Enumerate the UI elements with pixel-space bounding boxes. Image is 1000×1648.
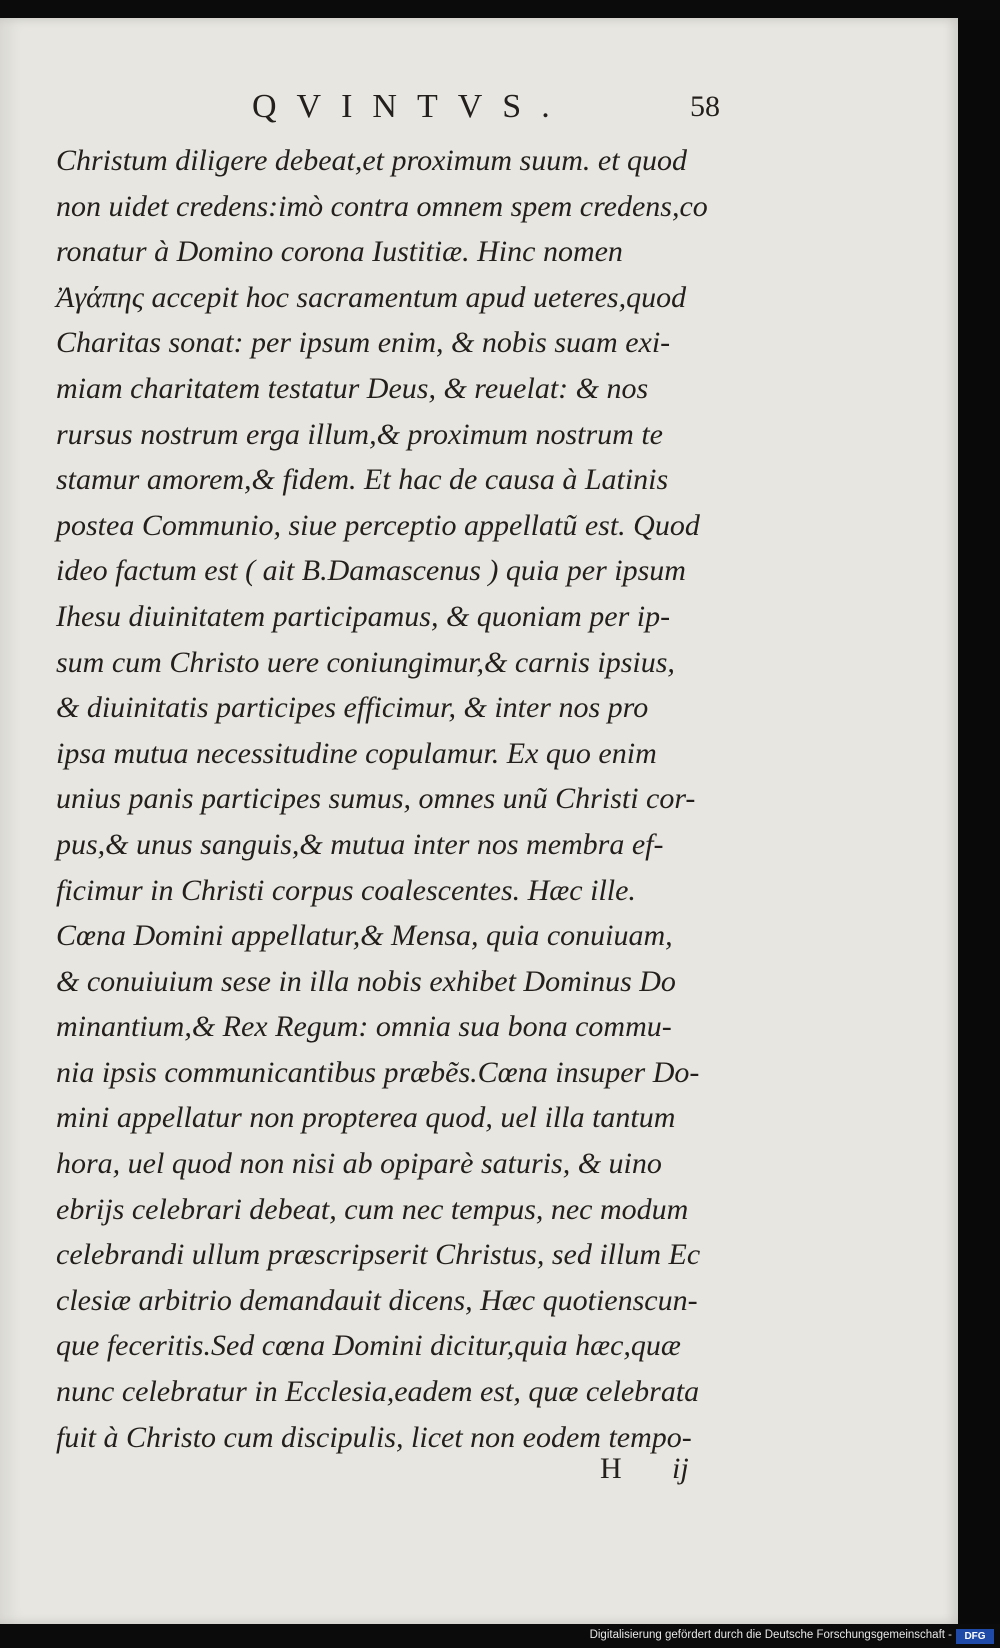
- footer-bar: [0, 1626, 1000, 1648]
- text-line: que feceritis.Sed cœna Domini dicitur,quia hæc,quæ: [56, 1329, 681, 1363]
- text-line: mini appellatur non propterea quod, uel illa tantum: [56, 1101, 676, 1135]
- text-line: sum cum Christo uere coniungimur,& carnis ipsius,: [56, 645, 675, 679]
- text-line: Cœna Domini appellatur,& Mensa, quia conuiuam,: [56, 919, 673, 953]
- text-line: Ihesu diuinitatem participamus, & quoniam per ip-: [56, 599, 671, 633]
- book-page: [0, 18, 958, 1624]
- text-line: clesiæ arbitrio demandauit dicens, Hæc quotienscun-: [56, 1283, 698, 1317]
- text-line: & conuiuium sese in illa nobis exhibet Dominus Do: [56, 964, 676, 998]
- text-line: Ἀγάπης accepit hoc sacramentum apud ueteres,quod: [56, 280, 687, 314]
- text-line: miam charitatem testatur Deus, & reuelat: & nos: [56, 371, 649, 405]
- text-line: celebrandi ullum præscripserit Christus, sed illum Ec: [56, 1238, 701, 1272]
- text-line: nunc celebratur in Ecclesia,eadem est, quæ celebrata: [56, 1375, 700, 1409]
- text-line: Charitas sonat: per ipsum enim, & nobis suam exi-: [56, 326, 671, 360]
- text-line: rursus nostrum erga illum,& proximum nostrum te: [56, 417, 663, 451]
- text-line: minantium,& Rex Regum: omnia sua bona commu-: [56, 1010, 672, 1044]
- body-text: [56, 138, 796, 1460]
- signature-letter: H: [600, 1452, 622, 1485]
- page-number: 58: [690, 90, 720, 123]
- dfg-logo: DFG: [956, 1629, 994, 1644]
- text-line: nia ipsis communicantibus præbẽs.Cœna insuper Do-: [56, 1055, 700, 1089]
- running-head: QVINTVS.: [252, 88, 570, 125]
- text-line: postea Communio, siue perceptio appellatũ est. Quod: [56, 508, 700, 542]
- signature-mark: [600, 1452, 689, 1486]
- text-line: Christum diligere debeat,et proximum suum. et quod: [56, 144, 688, 177]
- text-line: ipsa mutua necessitudine copulamur. Ex quo enim: [56, 736, 657, 770]
- page-edge-shadow: [958, 20, 1000, 1624]
- text-line: & diuinitatis participes efficimur, & inter nos pro: [56, 691, 649, 725]
- page-header: [240, 84, 720, 134]
- text-line: ficimur in Christi corpus coalescentes. Hæc ille.: [56, 873, 636, 907]
- text-line: hora, uel quod non nisi ab opiparè saturis, & uino: [56, 1147, 662, 1181]
- text-line: unius panis participes sumus, omnes unũ Christi cor-: [56, 782, 696, 816]
- funding-credit: Digitalisierung gefördert durch die Deutsche Forschungsgemeinschaft -: [589, 1629, 952, 1641]
- text-line: stamur amorem,& fidem. Et hac de causa à Latinis: [56, 463, 669, 497]
- text-line: ideo factum est ( ait B.Damascenus ) quia per ipsum: [56, 554, 686, 588]
- text-line: ebrijs celebrari debeat, cum nec tempus, nec modum: [56, 1192, 689, 1226]
- text-line: non uidet credens:imò contra omnem spem credens,co: [56, 189, 708, 223]
- text-line: ronatur à Domino corona Iustitiæ. Hinc nomen: [56, 235, 623, 269]
- text-line: pus,& unus sanguis,& mutua inter nos membra ef-: [56, 827, 664, 861]
- signature-numeral: ij: [672, 1452, 689, 1485]
- text-line: fuit à Christo cum discipulis, licet non eodem tempo-: [56, 1420, 692, 1454]
